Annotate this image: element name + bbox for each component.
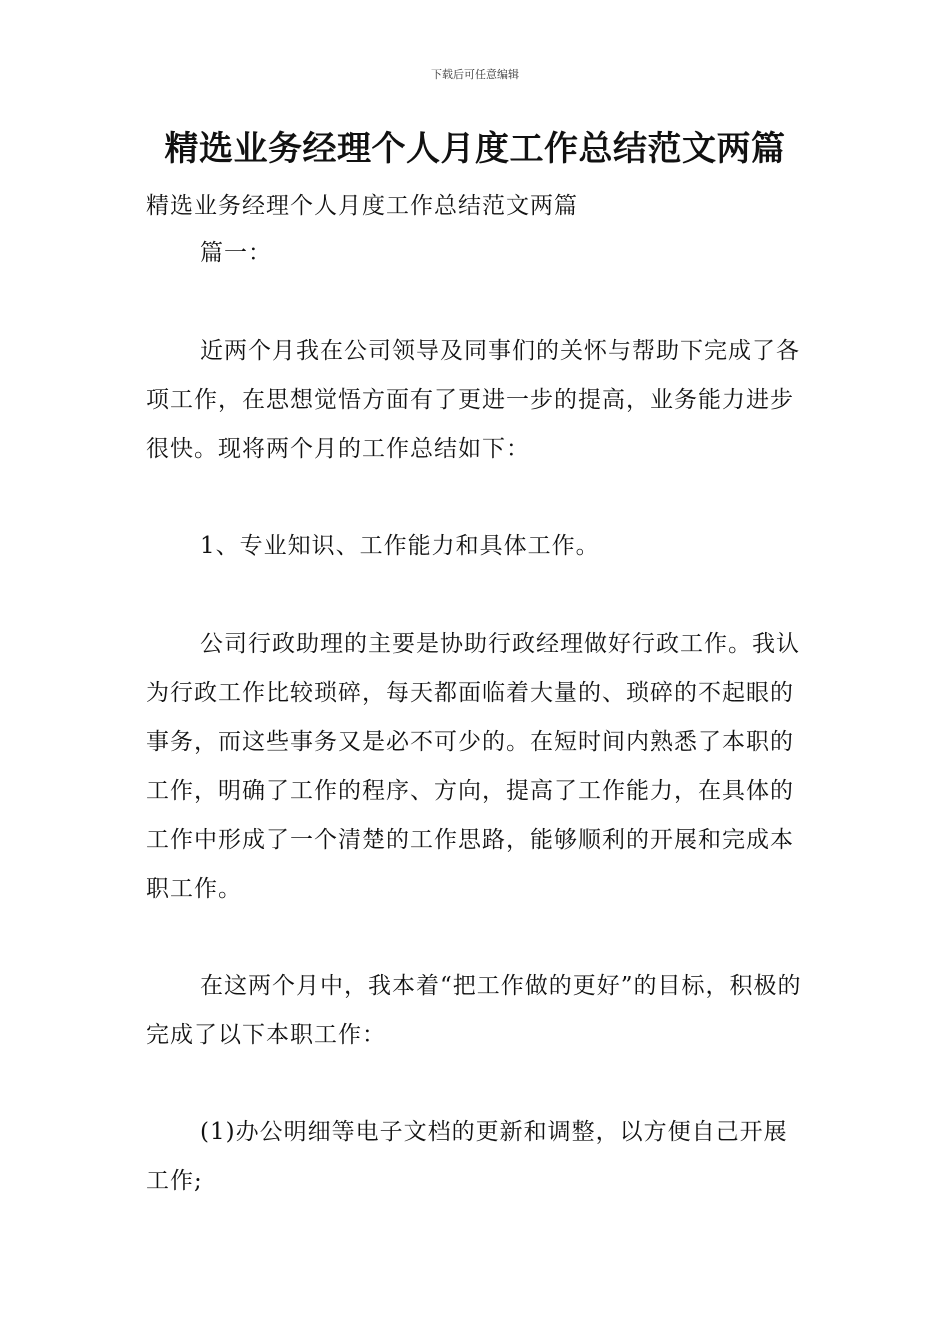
document-subtitle: 精选业务经理个人月度工作总结范文两篇 — [146, 193, 578, 219]
document-title: 精选业务经理个人月度工作总结范文两篇 — [164, 129, 786, 169]
paragraph-intro: 近两个月我在公司领导及同事们的关怀与帮助下完成了各项工作，在思想觉悟方面有了更进一步的提高，业务能力进步很快。现将两个月的工作总结如下： — [146, 338, 800, 462]
paragraph-goal: 在这两个月中，我本着“把工作做的更好”的目标，积极的完成了以下本职工作： — [146, 973, 802, 1048]
paragraph-role: 公司行政助理的主要是协助行政经理做好行政工作。我认为行政工作比较琐碎，每天都面临着大量的、琐碎的不起眼的事务，而这些事务又是必不可少的。在短时间内熟悉了本职的工作，明确了工作的程序、方向，提高了工作能力，在具体的工作中形成了一个清楚的工作思路，能够顺利的开展和完成本职工作。 — [146, 631, 800, 902]
paragraph-item-1: (1)办公明细等电子文档的更新和调整，以方便自己开展工作; — [146, 1119, 788, 1194]
paragraph-heading-1: 1、专业知识、工作能力和具体工作。 — [200, 533, 600, 559]
section-label: 篇一： — [200, 240, 272, 266]
header-note: 下载后可任意编辑 — [431, 68, 519, 81]
